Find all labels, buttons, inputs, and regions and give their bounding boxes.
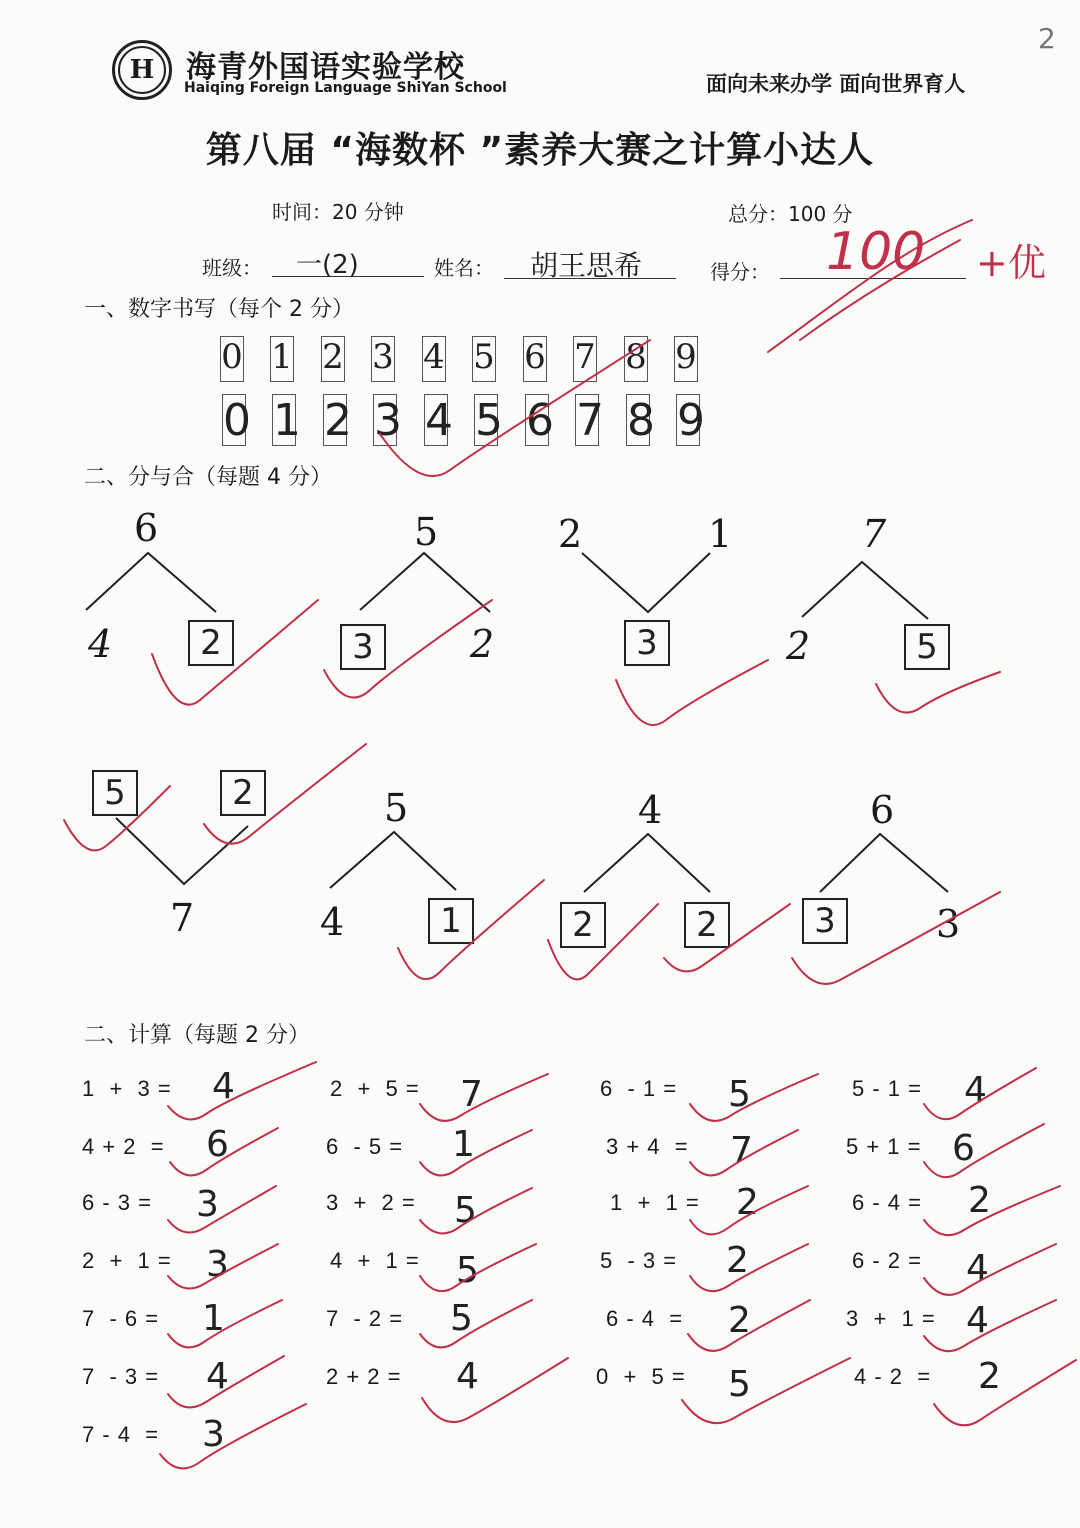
digit-cell: 4 [425, 395, 453, 446]
equation: 7 - 2 = [326, 1306, 404, 1331]
equation-answer: 3 [206, 1244, 229, 1285]
bond-top-number: 6 [870, 788, 895, 832]
equation-answer: 4 [456, 1356, 479, 1397]
equation-answer: 5 [728, 1364, 751, 1405]
check-mark [682, 1358, 850, 1423]
equation: 6 - 5 = [326, 1134, 404, 1159]
check-mark [924, 1300, 1056, 1351]
section-2-heading: 二、分与合（每题 4 分） [84, 465, 332, 490]
digit-cell: 0 [223, 395, 251, 446]
equation: 7 - 3 = [82, 1364, 160, 1389]
school-motto: 面向未来办学 面向世界育人 [706, 72, 966, 96]
check-mark [664, 904, 790, 971]
check-mark [168, 1244, 278, 1289]
name-label: 姓名： [434, 256, 494, 280]
bond-answer-box: 5 [904, 624, 950, 670]
equation: 1 + 3 = [82, 1076, 172, 1101]
score-bonus: +优 [976, 241, 1046, 285]
school-name-en: Haiqing Foreign Language ShiYan School [184, 80, 507, 96]
bond-answer-box: 3 [624, 620, 670, 666]
bond-top-number: 5 [414, 510, 439, 554]
equation-answer: 4 [212, 1066, 235, 1107]
check-mark [168, 1062, 316, 1119]
equation-answer: 4 [964, 1070, 987, 1111]
equation: 3 + 1 = [846, 1306, 936, 1331]
equation-answer: 2 [726, 1240, 749, 1281]
check-mark [152, 600, 318, 705]
equation: 4 + 1 = [330, 1248, 420, 1273]
equation: 5 + 1 = [846, 1134, 922, 1159]
digit-cell: 1 [270, 336, 294, 382]
digit-cell: 7 [576, 395, 604, 446]
check-mark [204, 744, 366, 844]
bond-left-number: 4 [88, 622, 113, 666]
equation-answer: 2 [978, 1356, 1001, 1397]
check-mark [160, 1404, 306, 1468]
equation-answer: 4 [966, 1248, 989, 1289]
check-mark [168, 1186, 276, 1233]
equation: 4 - 2 = [854, 1364, 932, 1389]
equation-answer: 1 [202, 1298, 225, 1339]
check-mark [420, 1130, 532, 1175]
equation: 6 - 2 = [852, 1248, 922, 1273]
check-mark [792, 892, 1000, 984]
check-mark [422, 1358, 568, 1422]
equation: 0 + 5 = [596, 1364, 686, 1389]
check-mark [924, 1244, 1056, 1295]
equation-answer: 3 [202, 1414, 225, 1455]
equation-answer: 1 [452, 1124, 475, 1165]
bond-answer-box: 5 [92, 770, 138, 816]
digit-cell: 4 [422, 336, 446, 382]
score-label: 得分： [710, 260, 770, 284]
bond-left-number: 2 [786, 624, 811, 668]
equation-answer: 3 [196, 1184, 219, 1225]
bond-left-number: 4 [320, 900, 345, 944]
equation-answer: 4 [966, 1300, 989, 1341]
bond-right-number: 1 [708, 512, 733, 556]
bond-top-number: 5 [384, 786, 409, 830]
equation: 6 - 1 = [600, 1076, 678, 1101]
digit-cell: 7 [573, 336, 597, 382]
bond-right-number: 3 [936, 902, 961, 946]
digit-cell: 5 [475, 395, 503, 446]
total-score: 总分：100 分 [728, 202, 853, 226]
equation: 1 + 1 = [610, 1190, 700, 1215]
digit-cell: 3 [371, 336, 395, 382]
name-value: 胡王思希 [530, 249, 643, 282]
bond-top-number: 7 [862, 512, 887, 556]
check-mark [420, 1300, 532, 1347]
check-mark [420, 1244, 536, 1291]
equation: 3 + 2 = [326, 1190, 416, 1215]
digit-cell: 6 [523, 336, 547, 382]
equation: 6 - 4 = [852, 1190, 922, 1215]
equation-answer: 2 [728, 1300, 751, 1341]
digit-cell: 2 [324, 395, 352, 446]
bond-answer-box: 2 [560, 902, 606, 948]
equation: 2 + 5 = [330, 1076, 420, 1101]
bond-answer-box: 3 [802, 898, 848, 944]
digit-cell: 2 [321, 336, 345, 382]
check-mark [688, 1300, 810, 1351]
equation: 6 - 4 = [606, 1306, 684, 1331]
school-name-cn: 海青外国语实验学校 [186, 50, 465, 85]
section-1-heading: 一、数字书写（每个 2 分） [84, 297, 354, 322]
check-mark [398, 880, 544, 979]
check-mark [924, 1186, 1060, 1235]
check-mark [924, 1068, 1036, 1119]
check-mark [420, 1074, 548, 1121]
digit-cell: 5 [472, 336, 496, 382]
class-value: 一(2) [296, 250, 359, 280]
digit-cell: 8 [627, 395, 655, 446]
equation-answer: 5 [450, 1298, 473, 1339]
equation-answer: 4 [206, 1356, 229, 1397]
equation: 2 + 1 = [82, 1248, 172, 1273]
check-mark [324, 600, 495, 698]
bond-bottom-number: 7 [170, 896, 195, 940]
check-mark [548, 904, 658, 979]
bond-answer-box: 3 [340, 624, 386, 670]
equation: 2 + 2 = [326, 1364, 402, 1389]
equation-answer: 2 [736, 1182, 759, 1223]
digit-cell: 0 [220, 336, 244, 382]
section-3-heading: 二、计算（每题 2 分） [84, 1023, 310, 1048]
score-value: 100 [826, 222, 926, 282]
class-label: 班级： [202, 256, 262, 280]
exam-title: 第八届 “海数杯 ”素养大赛之计算小达人 [205, 130, 875, 171]
bond-top-number: 6 [134, 506, 159, 550]
equation: 7 - 6 = [82, 1306, 160, 1331]
time-limit: 时间：20 分钟 [272, 200, 404, 224]
digit-cell: 8 [624, 336, 648, 382]
score-slash-mark [800, 240, 960, 340]
bond-answer-box: 2 [684, 902, 730, 948]
equation: 6 - 3 = [82, 1190, 152, 1215]
bond-left-number: 2 [558, 512, 583, 556]
equation-answer: 5 [456, 1250, 479, 1291]
bond-right-number: 2 [470, 622, 495, 666]
equation-answer: 6 [952, 1128, 975, 1169]
check-mark [690, 1186, 808, 1234]
equation: 3 + 4 = [606, 1134, 689, 1159]
equation-answer: 5 [454, 1190, 477, 1231]
bond-top-number: 4 [638, 788, 663, 832]
check-mark [64, 786, 170, 850]
check-mark [168, 1356, 284, 1407]
school-logo-letter: H [118, 46, 166, 94]
equation-answer: 2 [968, 1180, 991, 1221]
check-mark [924, 1124, 1044, 1177]
digit-cell: 3 [374, 395, 402, 446]
equation-answer: 7 [460, 1074, 483, 1115]
digit-cell: 6 [526, 395, 554, 446]
check-mark [690, 1074, 818, 1121]
bond-answer-box: 1 [428, 898, 474, 944]
check-mark [420, 1188, 532, 1233]
digit-cell: 9 [674, 336, 698, 382]
equation-answer: 5 [728, 1074, 751, 1115]
check-mark [168, 1300, 282, 1347]
equation: 5 - 3 = [600, 1248, 678, 1273]
bond-answer-box: 2 [220, 770, 266, 816]
score-slash-mark [768, 220, 972, 352]
bond-answer-box: 2 [188, 620, 234, 666]
check-mark [934, 1360, 1076, 1425]
check-mark [380, 340, 655, 476]
check-mark [690, 1130, 798, 1175]
equation: 7 - 4 = [82, 1422, 160, 1447]
check-mark [616, 660, 768, 725]
equation: 5 - 1 = [852, 1076, 922, 1101]
corner-page-mark: 2 [1038, 22, 1056, 55]
equation: 4 + 2 = [82, 1134, 165, 1159]
equation-answer: 7 [730, 1130, 753, 1171]
equation-answer: 6 [206, 1124, 229, 1165]
check-mark [170, 1128, 278, 1175]
check-mark [876, 672, 1000, 713]
digit-cell: 9 [677, 395, 705, 446]
check-mark [690, 1244, 808, 1291]
digit-cell: 1 [273, 395, 301, 446]
